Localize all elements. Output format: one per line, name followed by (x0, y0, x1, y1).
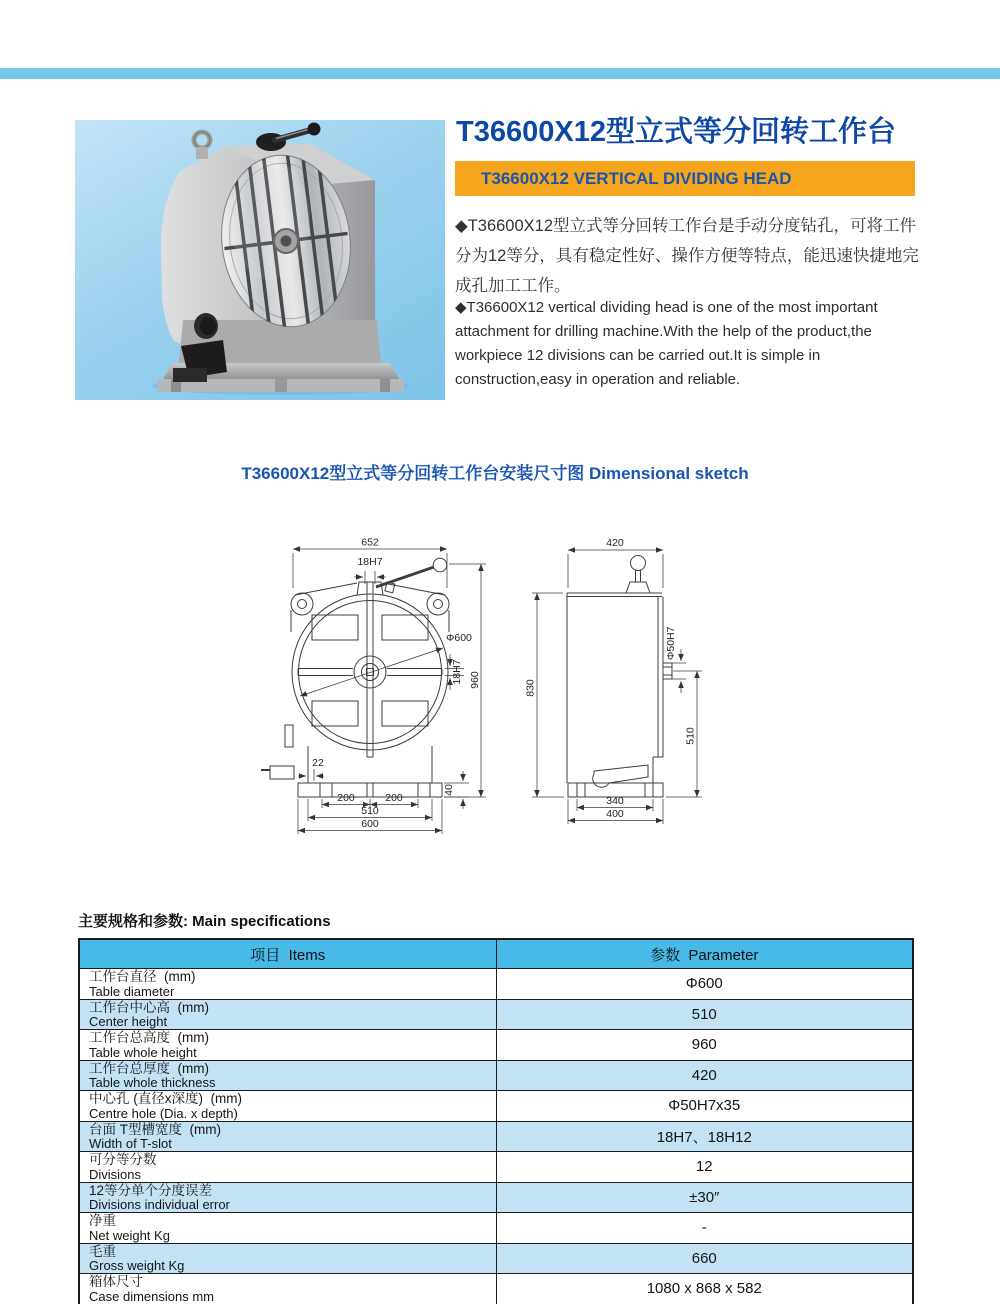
dim-420-label: 420 (606, 537, 624, 549)
top-accent-stripe (0, 68, 1000, 79)
dim-340-label: 340 (606, 795, 624, 807)
spec-item-cell (79, 1182, 496, 1213)
specs-table (78, 938, 914, 1304)
spec-item-cell (79, 1243, 496, 1274)
specs-section-title: 主要规格和参数: Main specifications (78, 913, 331, 930)
spec-label-en: Table diameter (89, 983, 175, 999)
dimensional-sketch (260, 520, 720, 860)
dim-50h7-label: Φ50H7 (665, 626, 677, 660)
spec-item-cell (79, 1060, 496, 1091)
spec-value: 660 (496, 1243, 913, 1274)
spec-item-cell (79, 1213, 496, 1244)
spec-label-cn: 台面 T型槽宽度 (mm) (89, 1121, 221, 1137)
table-row (79, 999, 913, 1030)
spec-value: - (496, 1213, 913, 1244)
specs-header-parameter: 参数 Parameter (496, 939, 913, 969)
spec-item-cell (79, 1152, 496, 1183)
dim-400-label: 400 (606, 808, 624, 820)
spec-label-cn: 净重 (89, 1213, 116, 1228)
intro-paragraph-cn: ◆T36600X12型立式等分回转工作台是手动分度钻孔，可将工件分为12等分，具有稳定性好、操作方便等特点，能迅速快捷地完成孔加工工作。 (455, 217, 919, 295)
spec-item-cell (79, 1274, 496, 1304)
table-row (79, 1274, 913, 1304)
table-row (79, 1091, 913, 1122)
table-row (79, 1030, 913, 1061)
spec-label-cn: 工作台中心高 (mm) (89, 999, 209, 1015)
side-hole (194, 313, 218, 339)
disc-sheen (230, 160, 310, 280)
spec-label-en: Center height (89, 1014, 168, 1029)
table-row (79, 1152, 913, 1183)
spec-value: 960 (496, 1030, 913, 1061)
spec-value: Φ600 (496, 969, 913, 1000)
side-view-drawing (567, 556, 672, 798)
subtitle-banner: T36600X12 VERTICAL DIVIDING HEAD (455, 161, 915, 196)
product-photo (75, 120, 445, 400)
spec-item-cell (79, 969, 496, 1000)
table-row (79, 1060, 913, 1091)
spec-label-en: Table whole thickness (89, 1075, 216, 1090)
table-row (79, 1243, 913, 1274)
table-row (79, 1182, 913, 1213)
dim-22-label: 22 (312, 757, 324, 769)
product-photo-illustration (75, 120, 445, 400)
spec-label-en: Divisions (89, 1166, 142, 1182)
specs-header-row (79, 939, 913, 969)
dim-960-label: 960 (469, 671, 481, 689)
spec-value: 1080 x 868 x 582 (496, 1274, 913, 1304)
dim-40-label: 40 (443, 784, 455, 796)
spec-label-cn: 箱体尺寸 (89, 1274, 143, 1289)
spec-value: 12 (496, 1152, 913, 1183)
eyebolt-icon (194, 132, 210, 159)
dim-18h7-mid-label: 18H7 (451, 659, 463, 685)
spec-label-cn: 工作台总高度 (mm) (89, 1030, 209, 1045)
specs-header-items: 项目 Items (79, 939, 496, 969)
dim-830-label: 830 (524, 679, 537, 697)
spec-table-body (79, 969, 913, 1304)
intro-paragraph-en: ◆T36600X12 vertical dividing head is one of the most important attachment for drilling machine.With the help of the product,the workpiece 12 divisions can be carried out.It is simple in construction,easy in operation and reliable. (455, 299, 878, 388)
spec-label-en: Divisions individual error (89, 1197, 230, 1212)
table-row (79, 1121, 913, 1152)
dim-600-label: 600 (361, 818, 379, 830)
spec-value: Φ50H7x35 (496, 1091, 913, 1122)
spec-label-en: Width of T-slot (89, 1136, 172, 1151)
dim-200l-label: 200 (337, 792, 355, 804)
page-title: T36600X12型立式等分回转工作台 (456, 116, 896, 148)
spec-value: 420 (496, 1060, 913, 1091)
spec-item-cell (79, 1121, 496, 1152)
spec-item-cell (79, 1030, 496, 1061)
spec-label-cn: 工作台总厚度 (mm) (89, 1060, 209, 1076)
spec-label-cn: 12等分单个分度误差 (89, 1182, 213, 1198)
spec-value: 510 (496, 999, 913, 1030)
spec-item-cell (79, 1091, 496, 1122)
spec-label-cn: 毛重 (89, 1243, 116, 1259)
spec-value: ±30″ (496, 1182, 913, 1213)
dim-510-side-label: 510 (684, 727, 697, 745)
dim-510-label: 510 (361, 805, 379, 817)
spec-label-cn: 可分等分数 (89, 1152, 157, 1167)
dim-652-label: 652 (361, 536, 379, 549)
table-row (79, 1213, 913, 1244)
dim-200r-label: 200 (385, 792, 403, 804)
sketch-heading: T36600X12型立式等分回转工作台安装尺寸图 Dimensional sketch (241, 464, 749, 483)
spec-label-en: Case dimensions mm (89, 1288, 214, 1304)
spec-item-cell (79, 999, 496, 1030)
dim-18h7-top-label: 18H7 (357, 556, 383, 568)
spec-label-en: Gross weight Kg (89, 1258, 185, 1273)
spec-label-en: Net weight Kg (89, 1227, 170, 1243)
table-row (79, 969, 913, 1000)
spec-value: 18H7、18H12 (496, 1121, 913, 1152)
spec-label-en: Table whole height (89, 1044, 197, 1060)
spec-label-en: Centre hole (Dia. x depth) (89, 1105, 238, 1121)
spec-label-cn: 工作台直径 (mm) (89, 969, 196, 984)
spec-label-cn: 中心孔 (直径x深度) (mm) (89, 1091, 242, 1106)
dim-table-dia-label: Φ600 (446, 632, 472, 644)
